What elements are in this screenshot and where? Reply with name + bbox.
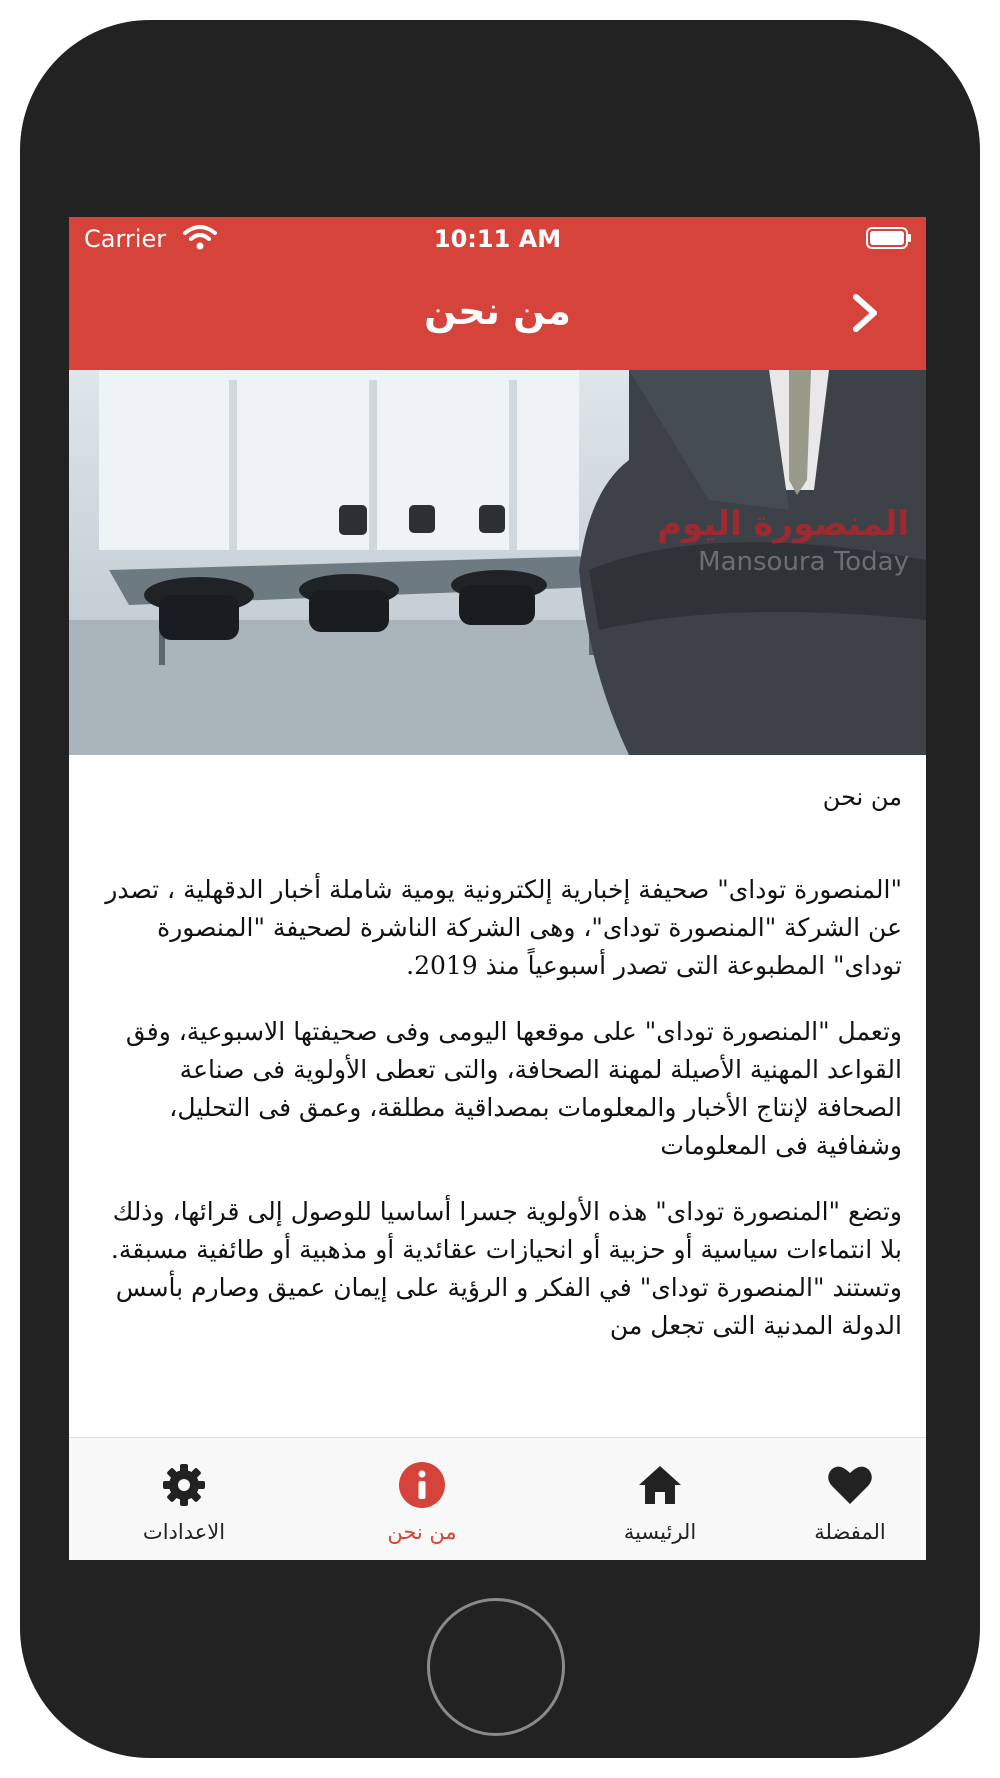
status-time: 10:11 AM	[433, 225, 562, 253]
tab-about-label: من نحن	[387, 1520, 457, 1544]
paragraph-3: وتضع "المنصورة توداى" هذه الأولوية جسرا أساسيا للوصول إلى قرائها، وذلك بلا انتماءات سياسية أو حزبية أو انحيازات عقائدية أو مذهبية أو طائفية مسبقة. وتستند "المنصورة توداى" في الفكر و الرؤية على إيمان عميق وصارم بأسس الدولة المدنية التى تجعل من	[110, 1197, 902, 1340]
heart-icon	[825, 1460, 875, 1510]
tab-favorites-label: المفضلة	[814, 1520, 886, 1544]
office-photo	[69, 370, 926, 755]
battery-icon	[866, 227, 912, 249]
paragraph-2: وتعمل "المنصورة توداى" على موقعها اليومى وفى صحيفتها الاسبوعية، وفق القواعد المهنية الأصيلة لمهنة الصحافة، والتى تعطى الأولوية فى صناعة الصحافة لإنتاج الأخبار والمعلومات بمصداقية مطلقة، وعمق فى التحليل، وشفافية فى المعلومات	[125, 1017, 902, 1160]
tab-home-label: الرئيسية	[623, 1520, 697, 1544]
chevron-right-icon[interactable]	[848, 291, 882, 335]
section-title: من نحن	[822, 783, 902, 811]
home-icon	[635, 1460, 685, 1510]
tab-settings[interactable]	[89, 1438, 279, 1560]
gear-icon	[159, 1460, 209, 1510]
app-screen	[69, 217, 926, 1560]
status-bar	[69, 217, 926, 261]
paragraph-1: "المنصورة توداى" صحيفة إخبارية إلكترونية يومية شاملة أخبار الدقهلية ، تصدر عن الشركة "المنصورة توداى"، وهى الشركة الناشرة لصحيفة "المنصورة توداى" المطبوعة التى تصدر أسبوعياً منذ 2019.	[105, 875, 902, 980]
tab-favorites[interactable]	[755, 1438, 926, 1560]
page-title: من نحن	[424, 289, 571, 333]
tab-bar	[69, 1437, 926, 1560]
home-button[interactable]	[427, 1598, 565, 1736]
carrier-label: Carrier	[84, 225, 167, 253]
watermark-latin: Mansoura Today	[698, 547, 909, 577]
nav-bar	[69, 261, 926, 370]
watermark-arabic: المنصورة اليوم	[657, 504, 909, 544]
tab-about[interactable]	[327, 1438, 517, 1560]
tab-home[interactable]	[565, 1438, 755, 1560]
hero-image	[69, 370, 926, 755]
tab-settings-label: الاعدادات	[142, 1520, 226, 1544]
info-icon	[397, 1460, 447, 1510]
